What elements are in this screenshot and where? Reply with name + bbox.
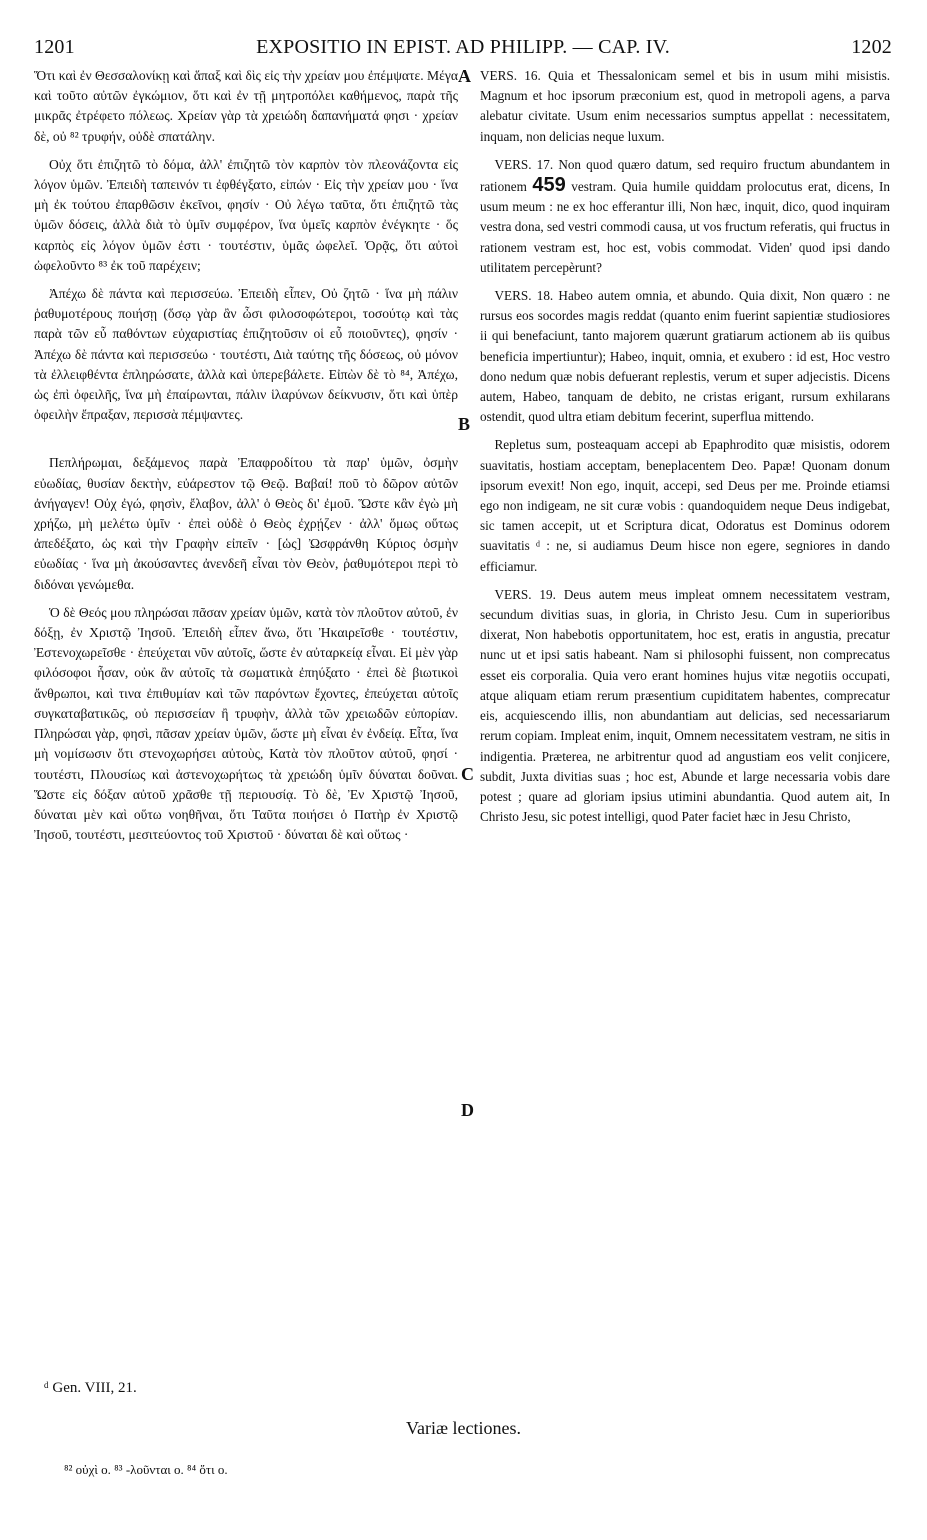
latin-paragraph: VERS. 19. Deus autem meus impleat omnem necessitatem vestram, secundum divitias suas, in gloria, in Christo Jesu. Cum in superioribus dixerat, Non habebotis opportunitatem, hoc est, eratis in angustia, precatur nunc ut et ipsi satis habeant. Nam si philosophi fuissent, non comprecatus esset eis corporalia. Quia vero erant homines hujus vitæ negotiis occupati, atque aliquam etiam rerum præsentium cupiditatem habentes, comprecatur eis, acquiescendo illis, non abundantiam aut delicias, sed necessariarum rerum copiam. Impleat enim, inquit, Omnem necessitatem vestram, ne sitis in indigentia. Præterea, ne arbitrentur quod ad angustiam eos velit conjicere, subdit, Juxta divitias suas ; hoc est, Abunde et large necessaria vobis dare potest ; quare ad gloriam ipsius utimini abundantia. Quod autem ait, In Christo Jesu, sic potest intelligi, quod Pater faciet hæc in Jesu Christo, <box>480 586 890 825</box>
inline-page-number: 459 <box>532 174 566 197</box>
margin-marker-a: A <box>458 66 471 86</box>
variae-lectiones-text: ⁸² οὐχὶ ο. ⁸³ -λοῦνται ο. ⁸⁴ ὅτι ο. <box>64 1462 228 1477</box>
greek-paragraph: Ὅτι καὶ ἐν Θεσσαλονίκῃ καὶ ἅπαξ καὶ δὶς εἰς τὴν χρείαν μου ἐπέμψατε. Μέγα καὶ τοῦτο αὐτῶν ἐγκώμιον, ὅτι καὶ ἐν τῇ μητροπόλει καθήμενος, παρὰ τῆς μικρᾶς ἐτρέφετο πόλεως. Χρείαν γὰρ τὰ χρειώδη δαπανήματά φησι · χρείαν δὲ, οὐ ⁸² τρυφήν, οὐδὲ σπατάλην. <box>34 68 458 144</box>
greek-paragraph: Πεπλήρωμαι, δεξάμενος παρὰ Ἐπαφροδίτου τὰ παρ' ὑμῶν, ὀσμὴν εὐωδίας, θυσίαν δεκτὴν, εὐάρεστον τῷ Θεῷ. Βαβαί! ποῦ τὸ δῶρον αὐτῶν ἀνήγαγεν! Οὐχ ἐγώ, φησὶν, ἔλαβον, ἀλλ' ὁ Θεὸς δι' ἐμοῦ. Ὥστε κἂν ἐγὼ μὴ χρήζω, μὴ μελέτω ὑμῖν · ἐπεὶ οὐδὲ ὁ Θεὸς ἐχρῄζεν · ἀλλ' ὅμως οὕτως ἀπεδέξατο, ὡς καὶ τὴν Γραφὴν εἰπεῖν · [ὡς] Ὠσφράνθη Κύριος ὀσμὴν εὐωδίας · ἵνα μὴ ἀκούσαντες ἀνενδεῆ εἶναι τὸν Θεὸν, ῥαθυμότεροι περὶ τὸ διδόναι γενώμεθα. <box>34 455 458 592</box>
latin-paragraph <box>480 155 890 278</box>
running-header <box>34 36 892 60</box>
latin-paragraph: VERS. 16. Quia et Thessalonicam semel et bis in usum mihi misistis. Magnum et hoc ipsorum præconium est, quod in metropoli agens, a parva alebatur civitate. Usum enim necessarios sumptus appellat : necessitatem, inquam, non delicias neque luxum. <box>480 68 890 144</box>
running-title: EXPOSITIO IN EPIST. AD PHILIPP. — CAP. IV. <box>256 36 670 58</box>
footnote: ᵈ Gen. VIII, 21. <box>44 1380 137 1396</box>
page-number-right: 1202 <box>851 36 892 58</box>
margin-marker-d: D <box>461 1100 474 1120</box>
greek-paragraph: Οὐχ ὅτι ἐπιζητῶ τὸ δόμα, ἀλλ' ἐπιζητῶ τὸν καρπὸν τὸν πλεονάζοντα εἰς λόγον ὑμῶν. Ἐπειδὴ ταπεινόν τι ἐφθέγξατο, εἰπών · Εἰς τὴν χρείαν μου · ἵνα μὴ ἐκ τούτου ἐπαρθῶσιν ἐκεῖνοι, φησίν · Οὐ λέγω ταῦτα, ὅτι ἐπιζητῶ τὰς ὑμῶν δόσεις, ἀλλὰ διὰ τὸ ὑμῖν συμφέρον, ἵνα ὑμεῖς καρπὸν ἐνέγκητε · ὅς καρπὸς εἰς λόγον ὑμῶν ἐστι · τουτέστιν, ὑμᾶς ὠφελεῖ. Ὁρᾷς, ὅτι αὐτοὶ ὠφελοῦντο ⁸³ ἐκ τοῦ παρέχειν; <box>34 156 458 273</box>
latin-column <box>480 66 890 835</box>
variae-lectiones-heading: Variæ lectiones. <box>406 1418 521 1438</box>
latin-paragraph-part: vestram. Quia humile quiddam prolocutus erat, dicens, In usum meum : ne ex hoc efferantur illi, Non hæc, inquit, dico, quod inquiram vestra dona, sed vestri commodi causa, ut vos fructum referatis, qui fructus in rationem vestram est, hoc est, vobis commodat. Viden' quod ipsi dando utilitatem percepèrunt? <box>480 179 890 275</box>
greek-column <box>34 66 458 853</box>
margin-marker-c: C <box>461 764 474 784</box>
page-number-left: 1201 <box>34 36 75 58</box>
latin-paragraph-part: VERS. 17. Non quod quæro datum, sed requiro fructum abundantem in rationem <box>480 156 890 195</box>
margin-marker-b: B <box>458 414 471 434</box>
latin-paragraph: Repletus sum, posteaquam accepi ab Epaphrodito quæ misistis, odorem suavitatis, hostiam acceptam, beneplacentem Deo. Papæ! Quonam donum ipsorum evexit! Non ego, inquit, accepi, sed Deus per me. Proinde etiamsi ego non indigeam, ne sit curæ vobis : quandoquidem neque Deus indigebat, sic tamen accepit, ut et Scriptura dicat, Odoratus est Dominus odorem suavitatis ᵈ : ne, si audiamus Deum hisce non egere, segniores in dando efficiamur. <box>480 437 890 574</box>
latin-paragraph: VERS. 18. Habeo autem omnia, et abundo. Quia dixit, Non quæro : ne rursus eos socordes magis reddat (quanto enim fuerint sapientiæ studiosiores ii qui benefaciunt, tanto majorem quærunt gratiarum actionem ab iis quibus beneficia impertiuntur); Habeo, inquit, omnia, et exubero : id est, Hoc vestro dono nedum quæ nobis defuerant replestis, verum et super adjecistis. Dicens autem, Habeo, tanquam de debito, ne cristas erigant, rursum exhilarans ostendit, quod ultra etiam debitum fecerint, superflua mittendo. <box>480 288 890 425</box>
greek-paragraph: Ὁ δὲ Θεός μου πληρώσαι πᾶσαν χρείαν ὑμῶν, κατὰ τὸν πλοῦτον αὐτοῦ, ἐν δόξῃ, ἐν Χριστῷ Ἰησοῦ. Ἐπειδὴ εἶπεν ἄνω, ὅτι Ἠκαιρεῖσθε · τουτέστιν, Ἐστενοχωρεῖσθε · ἐπεύχεται νῦν αὐτοῖς, ὥστε ἐν αὐταρκείᾳ εἶναι. Εἰ μὲν γὰρ φιλόσοφοι ἦσαν, οὐκ ἂν αὐτοῖς τὰ σωματικὰ ἐπηύξατο · ἐπεὶ δὲ βιωτικοὶ ἄνθρωποι, καὶ τινα ἐπιθυμίαν καὶ τῶν παρόντων ἔχοντες, ἐπεύχεται αὐτοῖς συγκαταβατικῶς, οὐ περισσείαν ἢ τρυφὴν, ἀλλὰ τῶν χρειωδῶν εὐπορίαν. Πληρώσαι γὰρ, φησὶ, πᾶσαν χρείαν ὑμῶν, ὥστε μὴ εἶναι ἐν ἐνδείᾳ. Εἶτα, ἵνα μὴ νομίσωσιν ὅτι στενοχωρήσει αὐτοὺς, Κατὰ τὸν πλοῦτον αὐτοῦ, φησί · τουτέστι, Πλουσίως καὶ ἀστενοχωρήτως τὰ χρειώδη ὑμῖν δύναται δοῦναι. Ὥστε εἰς δόξαν αὐτοῦ χρᾶσθε τῇ περιουσίᾳ. Τὸ δὲ, Ἐν Χριστῷ Ἰησοῦ, δύναται μὲν καὶ οὕτω νοηθῆναι, ὅτι Ταῦτα ποιήσει ὁ Πατὴρ ἐν Χριστῷ Ἰησοῦ, τουτέστι, μεσιτεύοντος τοῦ Χριστοῦ · δύναται δὲ καὶ οὕτως · <box>34 604 458 843</box>
greek-paragraph: Ἀπέχω δὲ πάντα καὶ περισσεύω. Ἐπειδὴ εἶπεν, Οὐ ζητῶ · ἵνα μὴ πάλιν ῥαθυμοτέρους ποιήσῃ (ὅσῳ γὰρ ἂν ὦσι φιλοσοφώτεροι, τοσούτῳ καὶ τὰς παρὰ τῶν εὖ παθόντων εὐχαριστίας ἐπιζητοῦσιν οἱ εὖ ποιοῦντες), φησίν · Ἀπέχω δὲ πάντα καὶ περισσεύω · τουτέστι, Διὰ ταύτης τῆς δόσεως, οὐ μόνον τὰ ἐλλειφθέντα ἐπληρώσατε, ἀλλὰ καὶ ὑπερεβάλετε. Εἰπὼν δὲ τὸ ⁸⁴, Ἀπέχω, ὡς ἐπὶ ὀφειλῆς, ἵνα μὴ ἐπαίρωνται, πάλιν ἱλαρύνων δείκνυσιν, ὅτι καὶ ὑπὲρ ὀφειλὴν ἔπραξαν, περισσὰ πέμψαντες. <box>34 286 458 423</box>
